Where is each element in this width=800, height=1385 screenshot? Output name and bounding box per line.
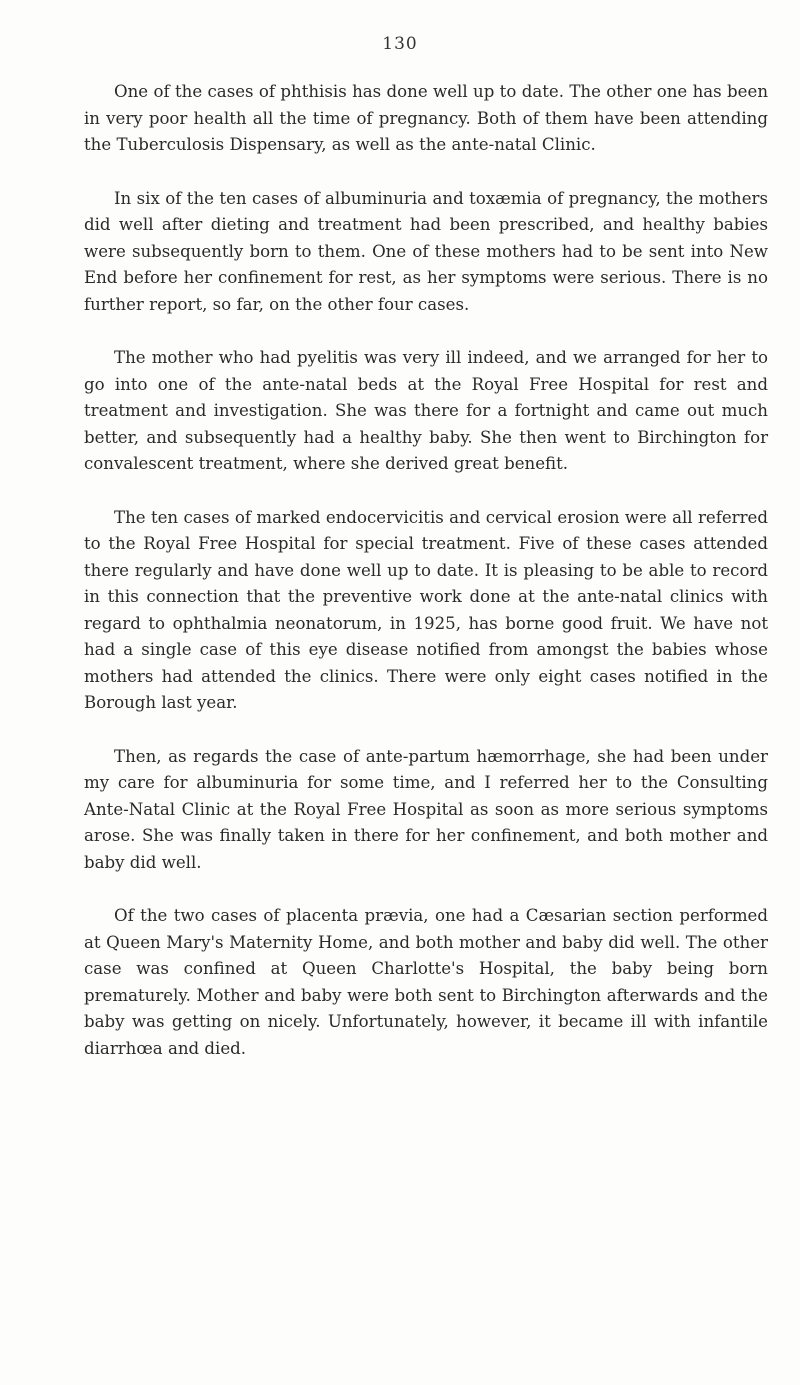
paragraph-phthisis: One of the cases of phthisis has done well up to date. The other one has been in very poor health all the time of pregnancy. Both of them have been attending the Tuberculosis Dispensary, as well as the ante-natal Clinic. bbox=[84, 82, 768, 154]
page-number: 130 bbox=[382, 34, 418, 54]
paragraph-albuminuria: In six of the ten cases of albuminuria and toxæmia of pregnancy, the mothers did well after dieting and treatment had been prescribed, and healthy babies were subsequently born to them. One of these mothers had to be sent into New End before her confinement for rest, as her symptoms were serious. There is no further report, so far, on the other four cases. bbox=[84, 188, 768, 314]
paragraph-pyelitis: The mother who had pyelitis was very ill indeed, and we arranged for her to go into one of the ante-natal beds at the Royal Free Hospital for rest and treatment and investigation. She was there for a fortnight and came out much better, and subsequently had a healthy baby. She then went to Birchington for convalescent treatment, where she derived great benefit. bbox=[84, 348, 768, 473]
paragraph-placenta-praevia: Of the two cases of placenta prævia, one had a Cæsarian section performed at Queen Mary's Maternity Home, and both mother and baby did well. The other case was confined at Queen Charlotte's Hospital, the baby being born prematurely. Mother and baby were both sent to Birchington afterwards and the baby was getting on nicely. Unfortunately, however, it became ill with infantile diarrhœa and died. bbox=[84, 906, 768, 1058]
body-text bbox=[84, 79, 768, 1089]
paragraph-endocervicitis: The ten cases of marked endocervicitis and cervical erosion were all referred to the Royal Free Hospital for special treatment. Five of these cases attended there regularly and have done well up to date. It is pleasing to be able to record in this connection that the preventive work done at the ante-natal clinics with regard to ophthalmia neonatorum, in 1925, has borne good fruit. We have not had a single case of this eye disease notified from amongst the babies whose mothers had attended the clinics. There were only eight cases notified in the Borough last year. bbox=[84, 507, 768, 712]
paragraph-haemorrhage: Then, as regards the case of ante-partum hæmorrhage, she had been under my care for albuminuria for some time, and I referred her to the Consulting Ante-Natal Clinic at the Royal Free Hospital as soon as more serious symptoms arose. She was finally taken in there for her confinement, and both mother and baby did well. bbox=[84, 746, 768, 872]
